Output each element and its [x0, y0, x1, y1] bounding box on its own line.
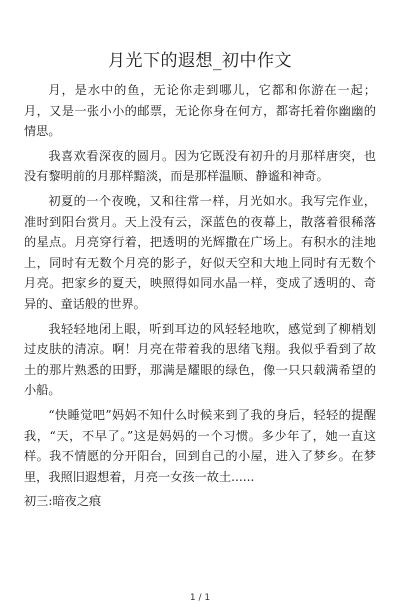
paragraph-3: 初夏的一个夜晚，又和往常一样，月光如水。我写完作业，准时到阳台赏月。天上没有云，深蓝色的夜幕上，散落着很稀落的星点。月亮穿行着，把透明的光辉撒在广场上。有积水的洼地上，同时有无数个月亮的影子，好似天空和大地上同时有无数个月亮。把家乡的夏天，映照得如同水晶一样，变成了透明的、奇异的、童话般的世界。: [24, 193, 376, 311]
page-number: 1 / 1: [189, 593, 211, 603]
paragraph-2: 我喜欢看深夜的圆月。因为它既没有初升的月那样唐突，也没有黎明前的月那样黯淡，而是那样温顺、静谧和神奇。: [24, 148, 376, 184]
article-body: [24, 80, 376, 516]
page-title: 月光下的遐想_初中作文: [108, 51, 292, 71]
paragraph-4: 我轻轻地闭上眼，听到耳边的风轻轻地吹，感觉到了柳梢划过皮肤的清凉。啊！月亮在带着我的思绪飞翔。我似乎看到了故土的那片熟悉的田野，那满是耀眼的绿色，像一只只载满希望的小船。: [24, 321, 376, 398]
paragraph-5: “快睡觉吧”妈妈不知什么时候来到了我的身后，轻轻的提醒我，“天，不早了。”这是妈妈的一个习惯。多少年了，她一直这样。我不情愿的分开阳台，回到自己的小屋，进入了梦乡。在梦里，我照旧遐想着，月亮一女孩一故土......: [24, 407, 376, 484]
paragraph-1: 月，是水中的鱼，无论你走到哪儿，它都和你游在一起；月，又是一张小小的邮票，无论你身在何方，都寄托着你幽幽的情思。: [24, 83, 376, 139]
next-article-line: 初三:暗夜之痕: [24, 494, 102, 509]
